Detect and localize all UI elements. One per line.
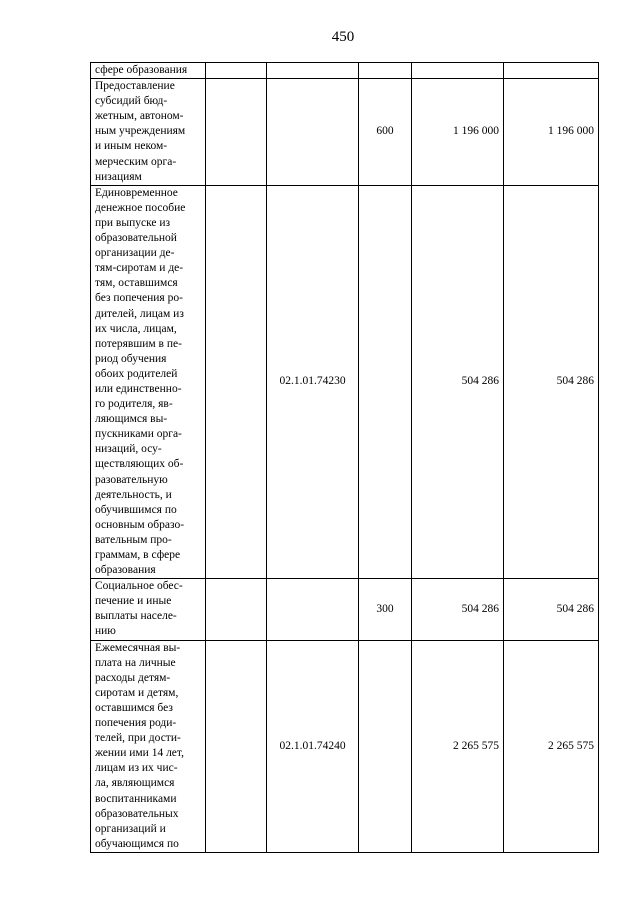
amount-cell [504, 63, 599, 79]
target-code-cell: 02.1.01.74240 [267, 640, 359, 852]
section-cell [206, 63, 267, 79]
amount-cell: 1 196 000 [504, 79, 599, 186]
amount-cell: 504 286 [504, 185, 599, 578]
target-code-cell [267, 579, 359, 640]
expense-type-cell [359, 640, 412, 852]
target-code-cell [267, 79, 359, 186]
expense-name-cell: сфере образования [91, 63, 206, 79]
target-code-cell [267, 63, 359, 79]
expense-name-cell: Предоставление субсидий бюд- жетным, автоном- ным учреждениям и иным неком- мерческим орга- низациям [91, 79, 206, 186]
expense-name-cell: Ежемесячная вы- плата на личные расходы детям- сиротам и детям, оставшимся без попечения роди- телей, при дости- жении ими 14 лет, лицам из их чис- ла, являющимся воспитанниками образовательных организаций и обучающимся по [91, 640, 206, 852]
amount-cell [412, 63, 504, 79]
expense-type-cell [359, 185, 412, 578]
expense-type-cell: 600 [359, 79, 412, 186]
amount-cell: 504 286 [412, 579, 504, 640]
amount-cell: 1 196 000 [412, 79, 504, 186]
amount-cell: 2 265 575 [412, 640, 504, 852]
target-code-cell: 02.1.01.74230 [267, 185, 359, 578]
table-row [91, 640, 599, 852]
table-row [91, 63, 599, 79]
expense-name-cell: Единовременное денежное пособие при выпуске из образовательной организации де- тям-сиротам и де- тям, оставшимся без попечения ро- дителей, лицам из их числа, лицам, потерявшим в пе- риод обучения обоих родителей или единственно- го родителя, яв- ляющимся вы- пускниками орга- низаций, осу- ществляющих об- разовательную деятельность, и обучившимся по основным образо- вательным про- граммам, в сфере образования [91, 185, 206, 578]
table-row [91, 79, 599, 186]
table-row [91, 185, 599, 578]
amount-cell: 504 286 [504, 579, 599, 640]
section-cell [206, 79, 267, 186]
section-cell [206, 185, 267, 578]
amount-cell: 504 286 [412, 185, 504, 578]
expense-type-cell: 300 [359, 579, 412, 640]
budget-table [90, 62, 599, 853]
table-row [91, 579, 599, 640]
section-cell [206, 579, 267, 640]
section-cell [206, 640, 267, 852]
expense-name-cell: Социальное обес- печение и иные выплаты населе- нию [91, 579, 206, 640]
expense-type-cell [359, 63, 412, 79]
page-number: 450 [331, 29, 355, 45]
amount-cell: 2 265 575 [504, 640, 599, 852]
